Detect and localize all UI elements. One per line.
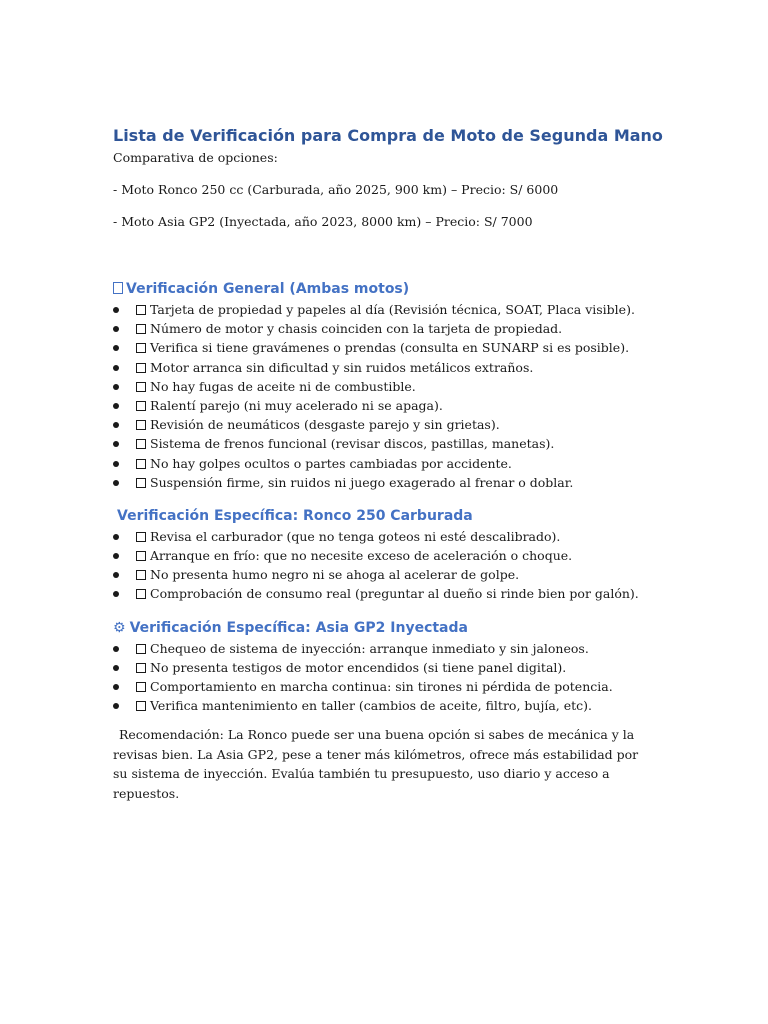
list-item — [113, 377, 653, 396]
bullet-icon — [113, 422, 119, 428]
checkbox-icon[interactable] — [136, 682, 146, 692]
list-item-text: No hay fugas de aceite ni de combustible. — [150, 378, 416, 394]
checkbox-icon[interactable] — [136, 305, 146, 315]
list-item — [113, 677, 653, 696]
list-item — [113, 434, 653, 453]
list-item — [113, 473, 653, 492]
checkbox-icon[interactable] — [136, 532, 146, 542]
list-item — [113, 454, 653, 473]
section-heading-asia-text: Verificación Específica: Asia GP2 Inyectada — [129, 619, 468, 636]
section-heading-general-text: Verificación General (Ambas motos) — [126, 281, 410, 297]
list-item — [113, 565, 653, 584]
bullet-icon — [113, 403, 119, 409]
checkbox-icon[interactable] — [136, 459, 146, 469]
list-item-text: No presenta humo negro ni se ahoga al acelerar de golpe. — [150, 567, 520, 583]
list-item-text: Comprobación de consumo real (preguntar al dueño si rinde bien por galón). — [150, 586, 639, 602]
list-item — [113, 527, 653, 546]
checkbox-icon[interactable] — [136, 420, 146, 430]
list-item — [113, 639, 653, 658]
list-item-text: Verifica si tiene gravámenes o prendas (consulta en SUNARP si es posible). — [150, 340, 630, 356]
checklist-general — [113, 300, 653, 492]
bullet-icon — [113, 646, 119, 652]
list-item — [113, 546, 653, 565]
checkbox-icon[interactable] — [136, 663, 146, 673]
bullet-icon — [113, 684, 119, 690]
bullet-icon — [113, 307, 119, 313]
list-item — [113, 300, 653, 319]
list-item — [113, 415, 653, 434]
document-page — [113, 124, 663, 816]
list-item-text: No presenta testigos de motor encendidos (si tiene panel digital). — [150, 659, 567, 675]
list-item-text: Revisión de neumáticos (desgaste parejo y sin grietas). — [150, 417, 500, 433]
bullet-icon — [113, 480, 119, 486]
bullet-icon — [113, 345, 119, 351]
list-item-text: Comportamiento en marcha continua: sin tirones ni pérdida de potencia. — [150, 679, 613, 694]
option-asia: - Moto Asia GP2 (Inyectada, año 2023, 8000 km) – Precio: S/ 7000 — [113, 214, 533, 229]
gear-icon: ⚙ — [113, 619, 126, 636]
bullet-icon — [113, 326, 119, 332]
bullet-icon — [113, 553, 119, 559]
list-item — [113, 584, 653, 603]
list-item-text: Motor arranca sin dificultad y sin ruidos metálicos extraños. — [150, 359, 534, 375]
list-item-text: Verifica mantenimiento en taller (cambios de aceite, filtro, bujía, etc). — [150, 698, 592, 714]
list-item — [113, 658, 653, 677]
list-item-text: Ralentí parejo (ni muy acelerado ni se apaga). — [150, 397, 443, 413]
bullet-icon — [113, 703, 119, 709]
section-heading-general — [113, 279, 653, 299]
checkbox-icon[interactable] — [136, 343, 146, 353]
list-item — [113, 358, 653, 377]
checklist-ronco — [113, 527, 653, 604]
list-item — [113, 338, 653, 357]
list-item-text: Revisa el carburador (que no tenga goteos ni esté descalibrado). — [150, 528, 561, 544]
list-item-text: Tarjeta de propiedad y papeles al día (Revisión técnica, SOAT, Placa visible). — [150, 302, 635, 317]
list-item — [113, 319, 653, 338]
section-heading-asia — [113, 618, 653, 638]
bullet-icon — [113, 591, 119, 597]
checkbox-icon[interactable] — [136, 644, 146, 654]
bullet-icon — [113, 384, 119, 390]
bullet-icon — [113, 534, 119, 540]
checkbox-icon[interactable] — [136, 382, 146, 392]
checkbox-icon[interactable] — [136, 551, 146, 561]
bullet-icon — [113, 665, 119, 671]
bullet-icon — [113, 461, 119, 467]
option-ronco: - Moto Ronco 250 cc (Carburada, año 2025, 900 km) – Precio: S/ 6000 — [113, 182, 559, 197]
list-item-text: Chequeo de sistema de inyección: arranque inmediato y sin jaloneos. — [150, 640, 589, 656]
checkbox-icon[interactable] — [136, 363, 146, 373]
list-item — [113, 696, 653, 715]
bullet-icon — [113, 572, 119, 578]
list-item — [113, 396, 653, 415]
checklist-asia — [113, 639, 653, 716]
recommendation-paragraph: Recomendación: La Ronco puede ser una buena opción si sabes de mecánica y la revisas bien. La Asia GP2, pese a tener más kilómetros, ofrece más estabilidad por su sistema de inyección. Evalúa también tu presupuesto, uso diario y acceso a repuestos. — [113, 727, 639, 801]
checkbox-icon[interactable] — [136, 401, 146, 411]
list-item-text: Arranque en frío: que no necesite exceso de aceleración o choque. — [150, 548, 573, 564]
list-item-text: No hay golpes ocultos o partes cambiadas por accidente. — [150, 455, 512, 471]
checkbox-icon[interactable] — [136, 701, 146, 711]
bullet-icon — [113, 441, 119, 447]
checkbox-icon[interactable] — [136, 589, 146, 599]
checkbox-icon[interactable] — [136, 439, 146, 449]
checkbox-icon[interactable] — [136, 478, 146, 488]
list-item-text: Número de motor y chasis coinciden con la tarjeta de propiedad. — [150, 321, 563, 337]
section-heading-ronco — [113, 506, 653, 526]
bullet-icon — [113, 365, 119, 371]
checkbox-icon[interactable] — [136, 324, 146, 334]
list-item-text: Suspensión firme, sin ruidos ni juego exagerado al frenar o doblar. — [150, 474, 574, 490]
checkbox-icon[interactable] — [136, 570, 146, 580]
missing-glyph-box-icon — [113, 282, 123, 294]
intro-text: Comparativa de opciones: — [113, 150, 278, 165]
section-heading-ronco-text: Verificación Específica: Ronco 250 Carburada — [117, 507, 473, 524]
list-item-text: Sistema de frenos funcional (revisar discos, pastillas, manetas). — [150, 436, 555, 452]
document-title: Lista de Verificación para Compra de Moto de Segunda Mano — [113, 126, 663, 145]
